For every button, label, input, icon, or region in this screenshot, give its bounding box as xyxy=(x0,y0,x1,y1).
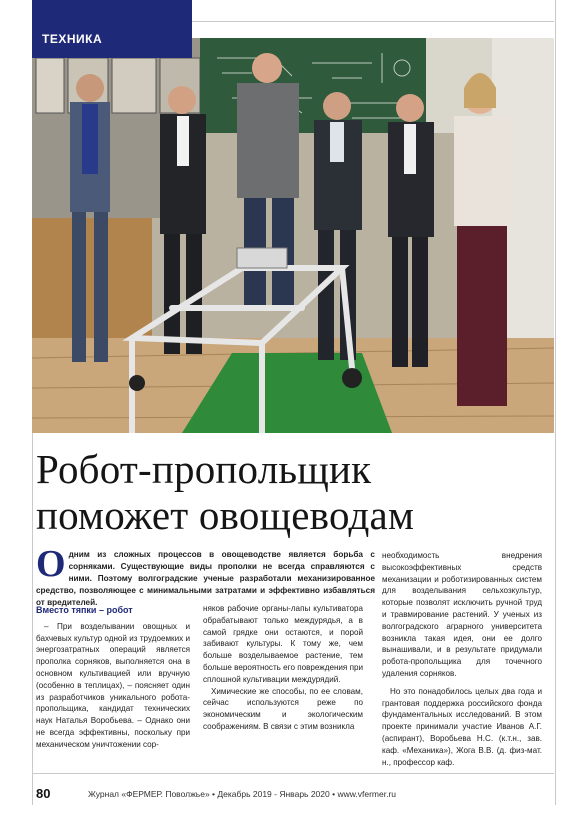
top-rule xyxy=(192,21,554,22)
title-line-2: поможет овощеводам xyxy=(36,492,415,538)
column-1-paragraph: – При возделывании овощных и бахчевых культур одной из трудоемких и энергозатратных операций является прополка сорняков, выполняется она в основном культивацией или вручную (особенно в теплицах), – поясняет один из разработчиков уникального робота-пропольщика, кандидат технических наук Наталья Воробьева. – Однако они не всегда эффективны, поскольку при механическом уничтожении сор- xyxy=(36,621,190,749)
footer-text: Журнал «ФЕРМЕР. Поволжье» • Декабрь 2019 - Январь 2020 • www.vfermer.ru xyxy=(88,789,397,799)
page-number: 80 xyxy=(36,786,51,801)
column-3-paragraph-1: необходимость внедрения высокоэффективных средств механизации и роботизированных систем для возделывания сельхозкультур, которые позволят исключить ручной труд и травмирование растений. У ученых из волгоградского аграрного университета возникла такая идея, они ее долго вынашивали, и в результате придумали робота-пропольщика для точечного удаления сорняков. xyxy=(382,551,542,678)
drop-cap: О xyxy=(36,543,66,585)
column-2-paragraph-1: няков рабочие органы-лапы культиватора обрабатывают только междурядья, а в самой грядке они остаются, и порой забивают культуры. К тому же, чем больше возделываемое растение, тем больше вероятность его повреждения при сплошной культивации междурядий. xyxy=(203,604,363,684)
lead-text: дним из сложных процессов в овощеводстве является борьба с сорняками. Существующие виды прополки не всегда справляются с ними. Поэтому волгоградские ученые разработали механизированное средство, позволяющее с минимальными затратами и эффективно избавляться от вредителей. xyxy=(36,550,375,607)
column-3 xyxy=(382,550,542,768)
column-2-paragraph-2: Химические же способы, по ее словам, сейчас используются реже по экономическим и экологическим соображениям. В связи с этим возникла xyxy=(203,686,363,731)
column-1 xyxy=(36,603,190,751)
section-label: ТЕХНИКА xyxy=(32,0,192,58)
article-lead xyxy=(36,543,375,609)
column-3-paragraph-2: Но это понадобилось целых два года и грантовая поддержка российского фонда фундаментальных исследований. В этом проекте принимали участие Иванов А.Г.(аспирант), Воробьева Н.С. (к.т.н., зав. каф. «Механика»), Жога В.В. (д. физ-мат. н., профессор каф. xyxy=(382,686,542,767)
article-title xyxy=(36,446,546,538)
footer-rule xyxy=(32,773,554,774)
article-photo xyxy=(32,38,554,433)
photo-illustration xyxy=(32,38,554,433)
section-subheading: Вместо тяпки – робот xyxy=(36,605,133,615)
title-line-1: Робот-пропольщик xyxy=(36,446,372,492)
column-2 xyxy=(203,603,363,733)
